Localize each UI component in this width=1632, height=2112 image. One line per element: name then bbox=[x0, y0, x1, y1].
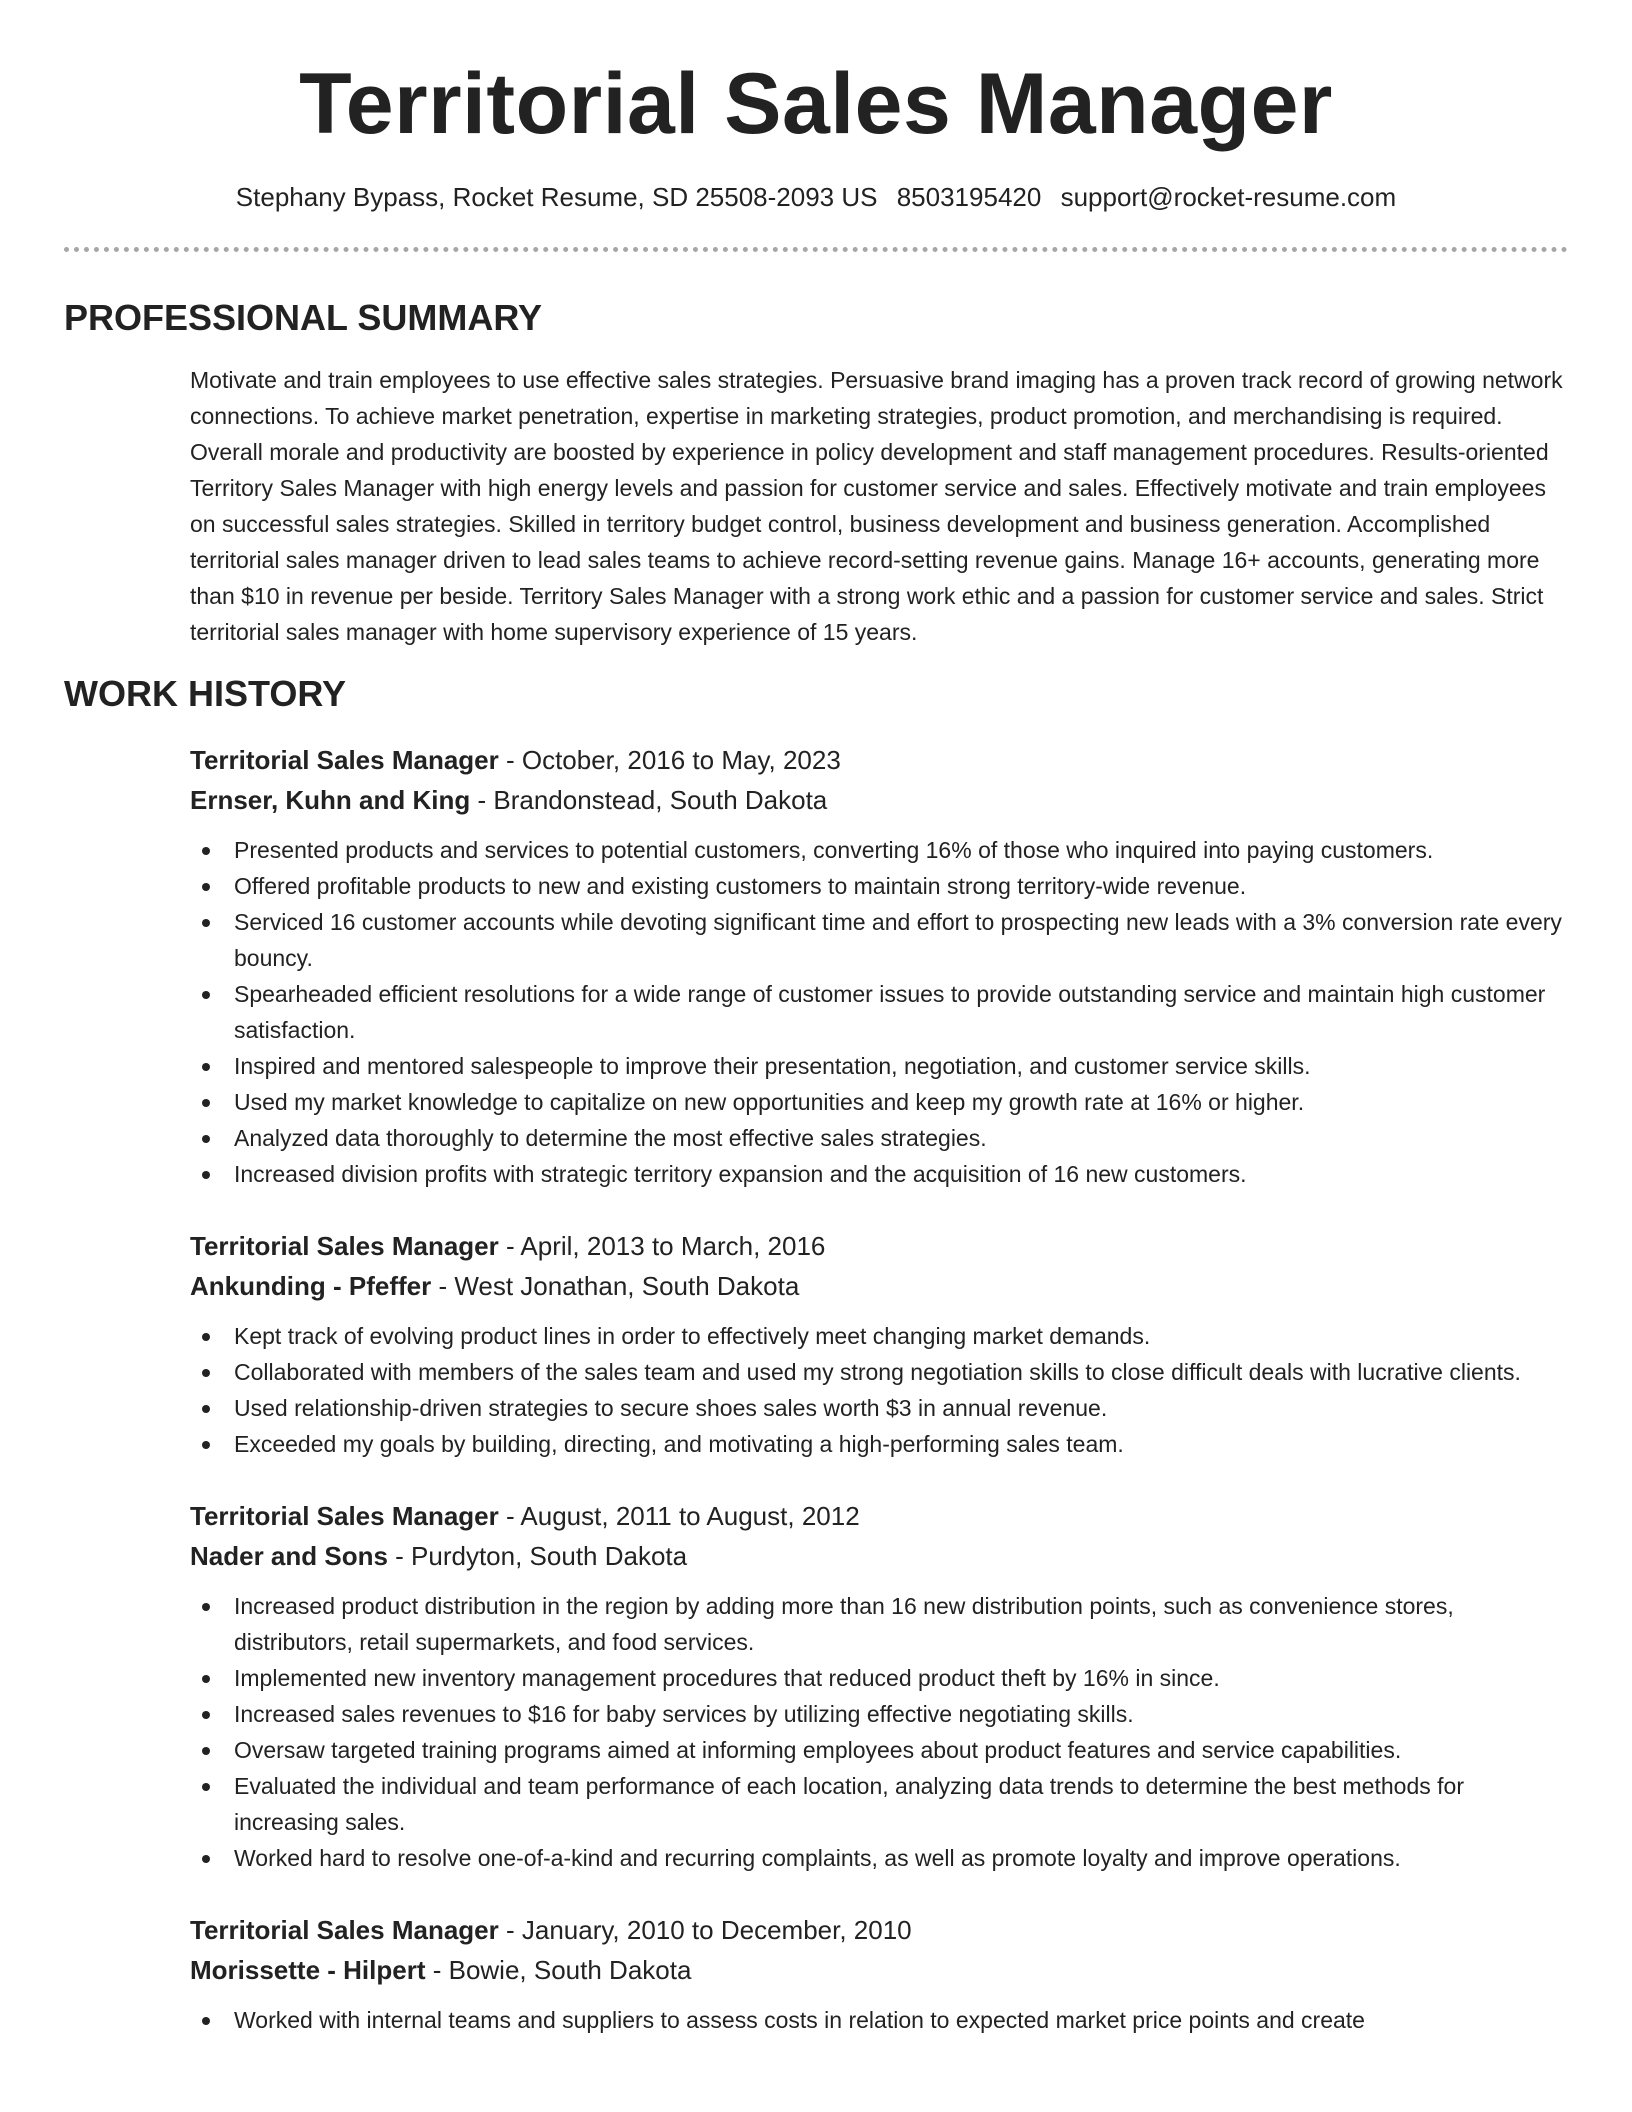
job-dates: - August, 2011 to August, 2012 bbox=[498, 1501, 860, 1531]
job-company: Ankunding - Pfeffer bbox=[190, 1271, 432, 1301]
work-history-list bbox=[190, 740, 1568, 2038]
job-company-line bbox=[190, 1266, 1568, 1306]
job-title-line bbox=[190, 1910, 1568, 1950]
job-spacer bbox=[190, 1876, 1568, 1910]
contact-address: Stephany Bypass, Rocket Resume, SD 25508-2093 US bbox=[235, 182, 878, 212]
job-title-line bbox=[190, 1226, 1568, 1266]
job-bullet: Offered profitable products to new and existing customers to maintain strong territory-wide revenue. bbox=[234, 868, 1568, 904]
job-bullet: Exceeded my goals by building, directing, and motivating a high-performing sales team. bbox=[234, 1426, 1568, 1462]
job-bullet: Kept track of evolving product lines in order to effectively meet changing market demands. bbox=[234, 1318, 1568, 1354]
job-bullet: Spearheaded efficient resolutions for a wide range of customer issues to provide outstanding service and maintain high customer satisfaction. bbox=[234, 976, 1568, 1048]
job-bullet: Increased product distribution in the region by adding more than 16 new distribution points, such as convenience stores, distributors, retail supermarkets, and food services. bbox=[234, 1588, 1568, 1660]
job-entry bbox=[190, 1226, 1568, 1462]
job-bullets bbox=[190, 1318, 1568, 1462]
job-entry bbox=[190, 1496, 1568, 1876]
job-company-line bbox=[190, 780, 1568, 820]
job-title: Territorial Sales Manager bbox=[190, 1231, 499, 1261]
job-bullet: Implemented new inventory management procedures that reduced product theft by 16% in since. bbox=[234, 1660, 1568, 1696]
job-bullets bbox=[190, 832, 1568, 1192]
work-history-heading: WORK HISTORY bbox=[64, 673, 347, 714]
job-dates: - January, 2010 to December, 2010 bbox=[498, 1915, 912, 1945]
job-title-line bbox=[190, 1496, 1568, 1536]
job-title-line bbox=[190, 740, 1568, 780]
contact-line bbox=[64, 180, 1568, 214]
job-bullets bbox=[190, 2002, 1568, 2038]
resume-page bbox=[64, 0, 1568, 2038]
job-bullet: Worked with internal teams and suppliers to assess costs in relation to expected market price points and create bbox=[234, 2002, 1568, 2038]
job-bullet: Increased division profits with strategic territory expansion and the acquisition of 16 new customers. bbox=[234, 1156, 1568, 1192]
job-title: Territorial Sales Manager bbox=[190, 1915, 499, 1945]
job-dates: - April, 2013 to March, 2016 bbox=[498, 1231, 826, 1261]
job-dates: - October, 2016 to May, 2023 bbox=[498, 745, 841, 775]
job-bullet: Presented products and services to potential customers, converting 16% of those who inquired into paying customers. bbox=[234, 832, 1568, 868]
job-bullet: Evaluated the individual and team performance of each location, analyzing data trends to determine the best methods for increasing sales. bbox=[234, 1768, 1568, 1840]
job-bullet: Used relationship-driven strategies to secure shoes sales worth $3 in annual revenue. bbox=[234, 1390, 1568, 1426]
job-entry bbox=[190, 1910, 1568, 2038]
job-spacer bbox=[190, 1192, 1568, 1226]
job-bullet: Inspired and mentored salespeople to improve their presentation, negotiation, and customer service skills. bbox=[234, 1048, 1568, 1084]
job-title: Territorial Sales Manager bbox=[190, 745, 499, 775]
job-bullet: Used my market knowledge to capitalize on new opportunities and keep my growth rate at 16% or higher. bbox=[234, 1084, 1568, 1120]
job-company-line bbox=[190, 1536, 1568, 1576]
summary-text: Motivate and train employees to use effective sales strategies. Persuasive brand imaging has a proven track record of growing network connections. To achieve market penetration, expertise in marketing strategies, product promotion, and merchandising is required. Overall morale and productivity are boosted by experience in policy development and staff management procedures. Results-oriented Territory Sales Manager with high energy levels and passion for customer service and sales. Effectively motivate and train employees on successful sales strategies. Skilled in territory budget control, business development and business generation. Accomplished territorial sales manager driven to lead sales teams to achieve record-setting revenue gains. Manage 16+ accounts, generating more than $10 in revenue per beside. Territory Sales Manager with a strong work ethic and a passion for customer service and sales. Strict territorial sales manager with home supervisory experience of 15 years. bbox=[190, 367, 1563, 645]
job-spacer bbox=[190, 1462, 1568, 1496]
resume-title: Territorial Sales Manager bbox=[299, 56, 1333, 152]
summary-heading: PROFESSIONAL SUMMARY bbox=[64, 297, 543, 338]
job-bullets bbox=[190, 1588, 1568, 1876]
header-divider bbox=[64, 247, 1568, 252]
job-location: - West Jonathan, South Dakota bbox=[431, 1271, 800, 1301]
job-location: - Brandonstead, South Dakota bbox=[470, 785, 828, 815]
job-bullet: Oversaw targeted training programs aimed at informing employees about product features and service capabilities. bbox=[234, 1732, 1568, 1768]
job-bullet: Collaborated with members of the sales team and used my strong negotiation skills to close difficult deals with lucrative clients. bbox=[234, 1354, 1568, 1390]
job-title: Territorial Sales Manager bbox=[190, 1501, 499, 1531]
job-entry bbox=[190, 740, 1568, 1192]
job-bullet: Increased sales revenues to $16 for baby services by utilizing effective negotiating skills. bbox=[234, 1696, 1568, 1732]
job-company: Morissette - Hilpert bbox=[190, 1955, 426, 1985]
job-location: - Purdyton, South Dakota bbox=[387, 1541, 688, 1571]
job-bullet: Analyzed data thoroughly to determine the most effective sales strategies. bbox=[234, 1120, 1568, 1156]
job-bullet: Serviced 16 customer accounts while devoting significant time and effort to prospecting new leads with a 3% conversion rate every bouncy. bbox=[234, 904, 1568, 976]
job-company-line bbox=[190, 1950, 1568, 1990]
job-location: - Bowie, South Dakota bbox=[425, 1955, 692, 1985]
job-company: Nader and Sons bbox=[190, 1541, 388, 1571]
contact-phone: 8503195420 bbox=[896, 182, 1042, 212]
job-company: Ernser, Kuhn and King bbox=[190, 785, 471, 815]
job-bullet: Worked hard to resolve one-of-a-kind and recurring complaints, as well as promote loyalty and improve operations. bbox=[234, 1840, 1568, 1876]
contact-email[interactable]: support@rocket-resume.com bbox=[1060, 182, 1397, 212]
